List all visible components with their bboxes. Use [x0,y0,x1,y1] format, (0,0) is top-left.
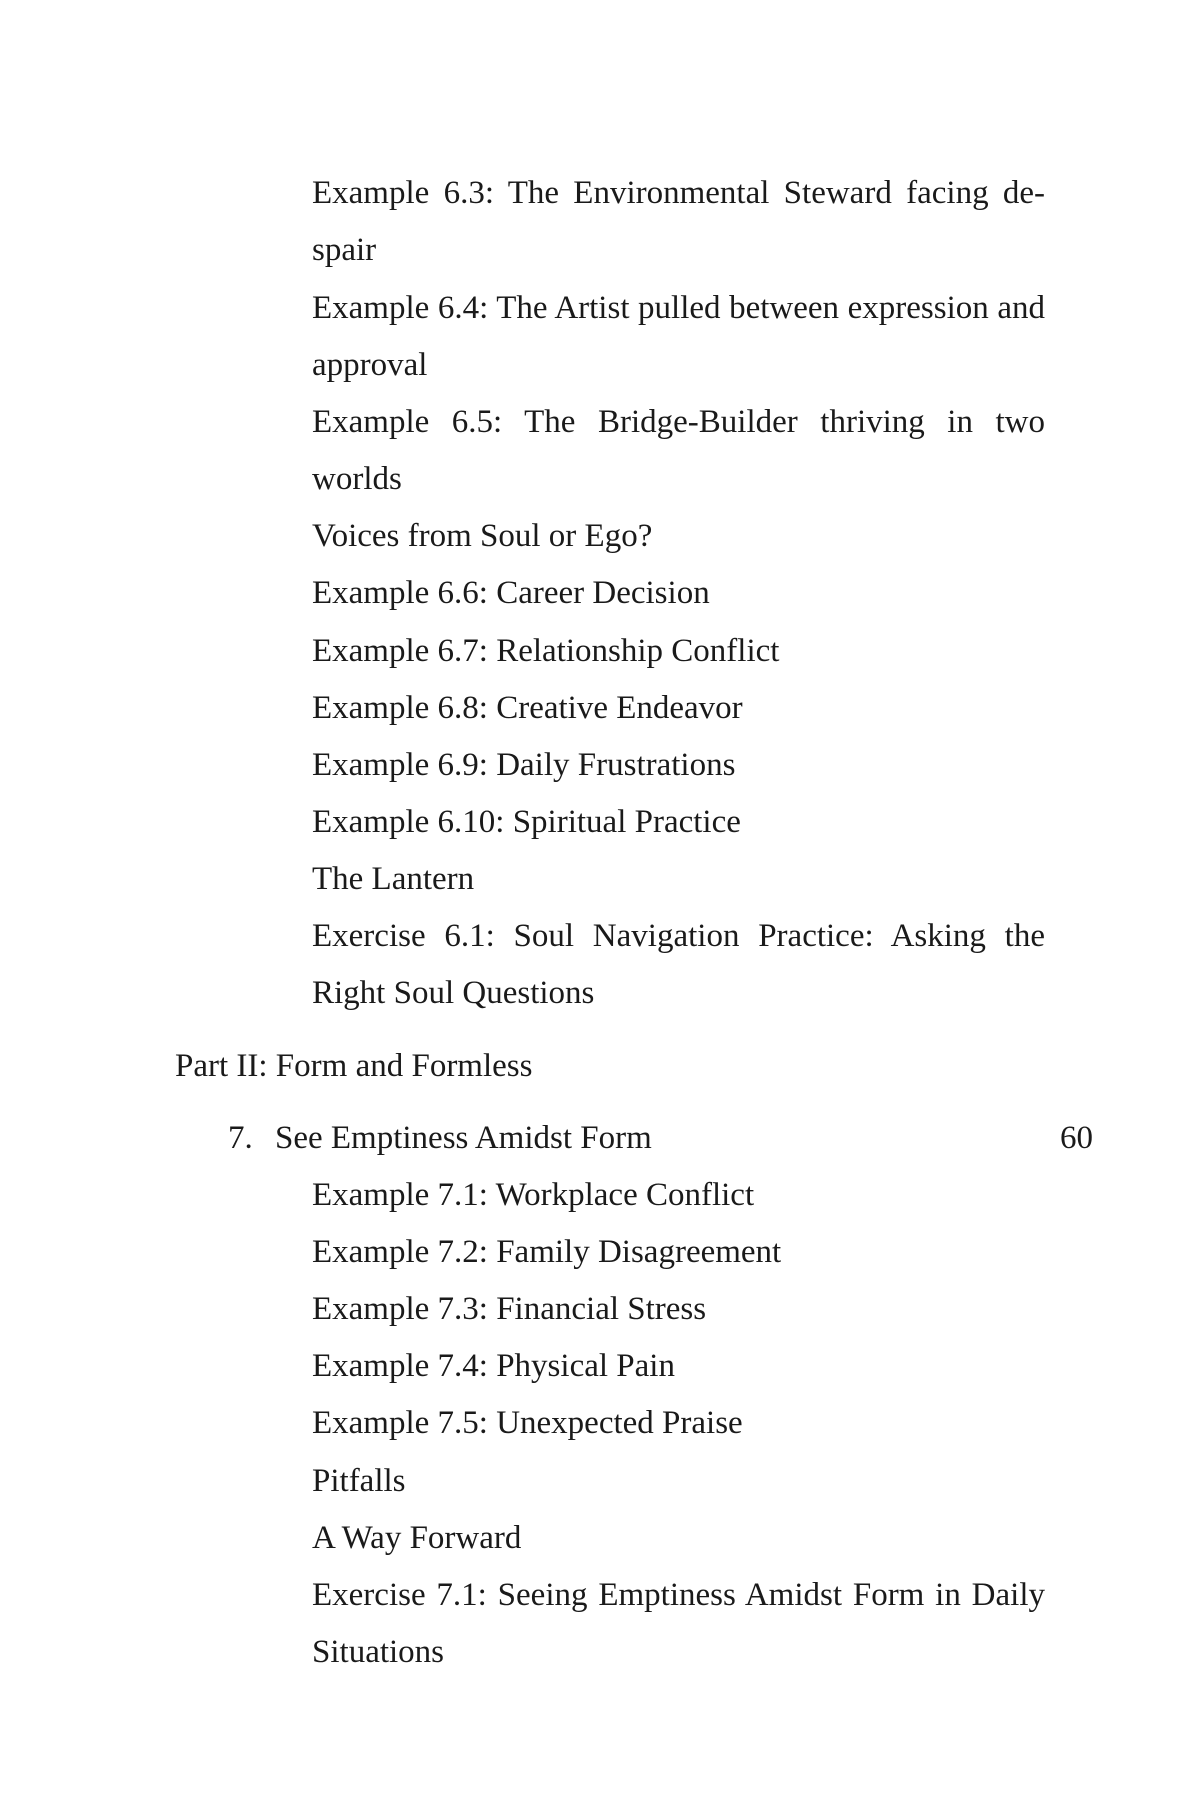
toc-part-heading: Part II: Form and Formless [175,1048,533,1084]
toc-entry-example-6-9: Example 6.9: Daily Frustrations [312,747,736,783]
toc-entry-example-6-7: Example 6.7: Relationship Conflict [312,633,780,669]
toc-entry-example-7-4: Example 7.4: Physical Pain [312,1348,675,1384]
toc-entry-example-6-5: Example 6.5: The Bridge-Builder thriving in two [312,404,1045,440]
toc-entry-example-6-3-cont: spair [312,232,377,268]
toc-entry-exercise-7-1: Exercise 7.1: Seeing Emptiness Amidst Form in Daily [312,1577,1045,1613]
toc-entry-example-7-3: Example 7.3: Financial Stress [312,1291,707,1327]
toc-entry-voices: Voices from Soul or Ego? [312,518,653,554]
toc-entry-example-6-4: Example 6.4: The Artist pulled between expression and [312,290,1045,326]
toc-entry-exercise-6-1-cont: Right Soul Questions [312,975,595,1011]
toc-entry-pitfalls: Pitfalls [312,1463,406,1499]
toc-entry-exercise-7-1-cont: Situations [312,1634,445,1670]
toc-chapter-number: 7. [228,1120,253,1156]
toc-entry-example-6-3: Example 6.3: The Environmental Steward facing de- [312,175,1045,211]
toc-entry-a-way-forward: A Way Forward [312,1520,522,1556]
toc-entry-example-6-4-cont: approval [312,347,428,383]
toc-entry-the-lantern: The Lantern [312,861,475,897]
toc-chapter-page-number: 60 [1060,1120,1093,1156]
toc-entry-example-7-5: Example 7.5: Unexpected Praise [312,1405,743,1441]
toc-entry-example-6-6: Example 6.6: Career Decision [312,575,710,611]
toc-chapter-title: See Emptiness Amidst Form [275,1120,652,1156]
toc-entry-example-7-1: Example 7.1: Workplace Conflict [312,1177,755,1213]
toc-entry-example-6-10: Example 6.10: Spiritual Practice [312,804,741,840]
toc-entry-example-7-2: Example 7.2: Family Disagreement [312,1234,782,1270]
toc-entry-example-6-8: Example 6.8: Creative Endeavor [312,690,743,726]
toc-entry-example-6-5-cont: worlds [312,461,402,497]
toc-entry-exercise-6-1: Exercise 6.1: Soul Navigation Practice: Asking the [312,918,1045,954]
